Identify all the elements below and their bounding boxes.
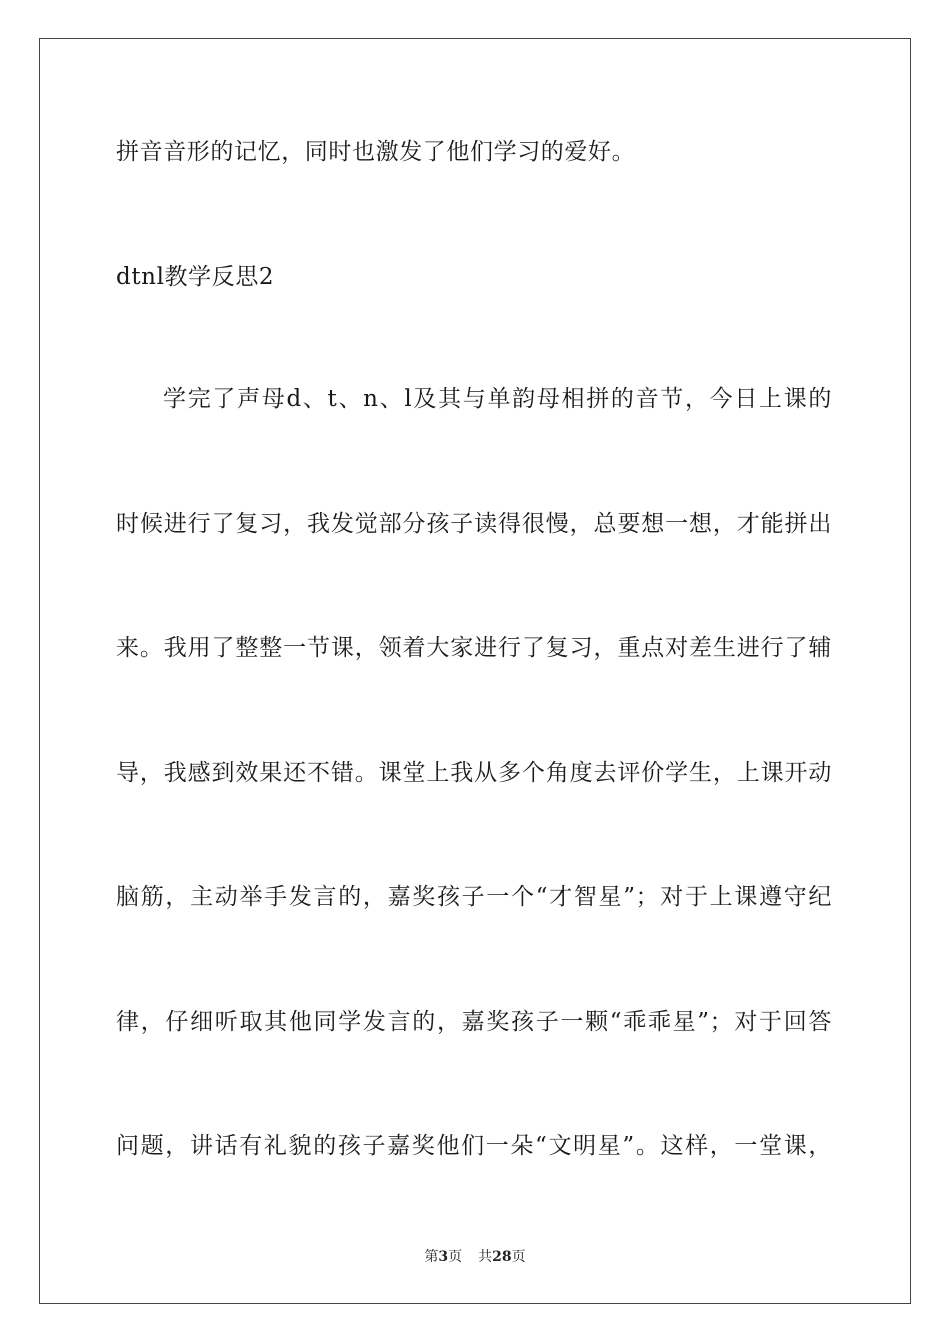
page-border [39, 38, 911, 1304]
paragraph-line: 来。我用了整整一节课，领着大家进行了复习，重点对差生进行了辅 [116, 635, 832, 661]
page-total: 共28页 [478, 1249, 526, 1265]
paragraph-line: 律，仔细听取其他同学发言的，嘉奖孩子一颗“乖乖星”；对于回答 [116, 1009, 832, 1035]
paragraph-line: 问题，讲话有礼貌的孩子嘉奖他们一朵“文明星”。这样，一堂课， [116, 1133, 832, 1159]
paragraph-line: 学完了声母d、t、n、l及其与单韵母相拼的音节，今日上课的 [163, 386, 832, 412]
page-number: 第3页 [424, 1249, 463, 1265]
paragraph-line: 导，我感到效果还不错。课堂上我从多个角度去评价学生，上课开动 [116, 760, 832, 786]
page-footer [0, 1248, 950, 1266]
paragraph-line: 时候进行了复习，我发觉部分孩子读得很慢，总要想一想，才能拼出 [116, 511, 832, 537]
paragraph-line: 脑筋，主动举手发言的，嘉奖孩子一个“才智星”；对于上课遵守纪 [116, 884, 832, 910]
paragraph-line: 拼音音形的记忆，同时也激发了他们学习的爱好。 [116, 139, 636, 165]
section-heading: dtnl教学反思2 [116, 264, 275, 290]
